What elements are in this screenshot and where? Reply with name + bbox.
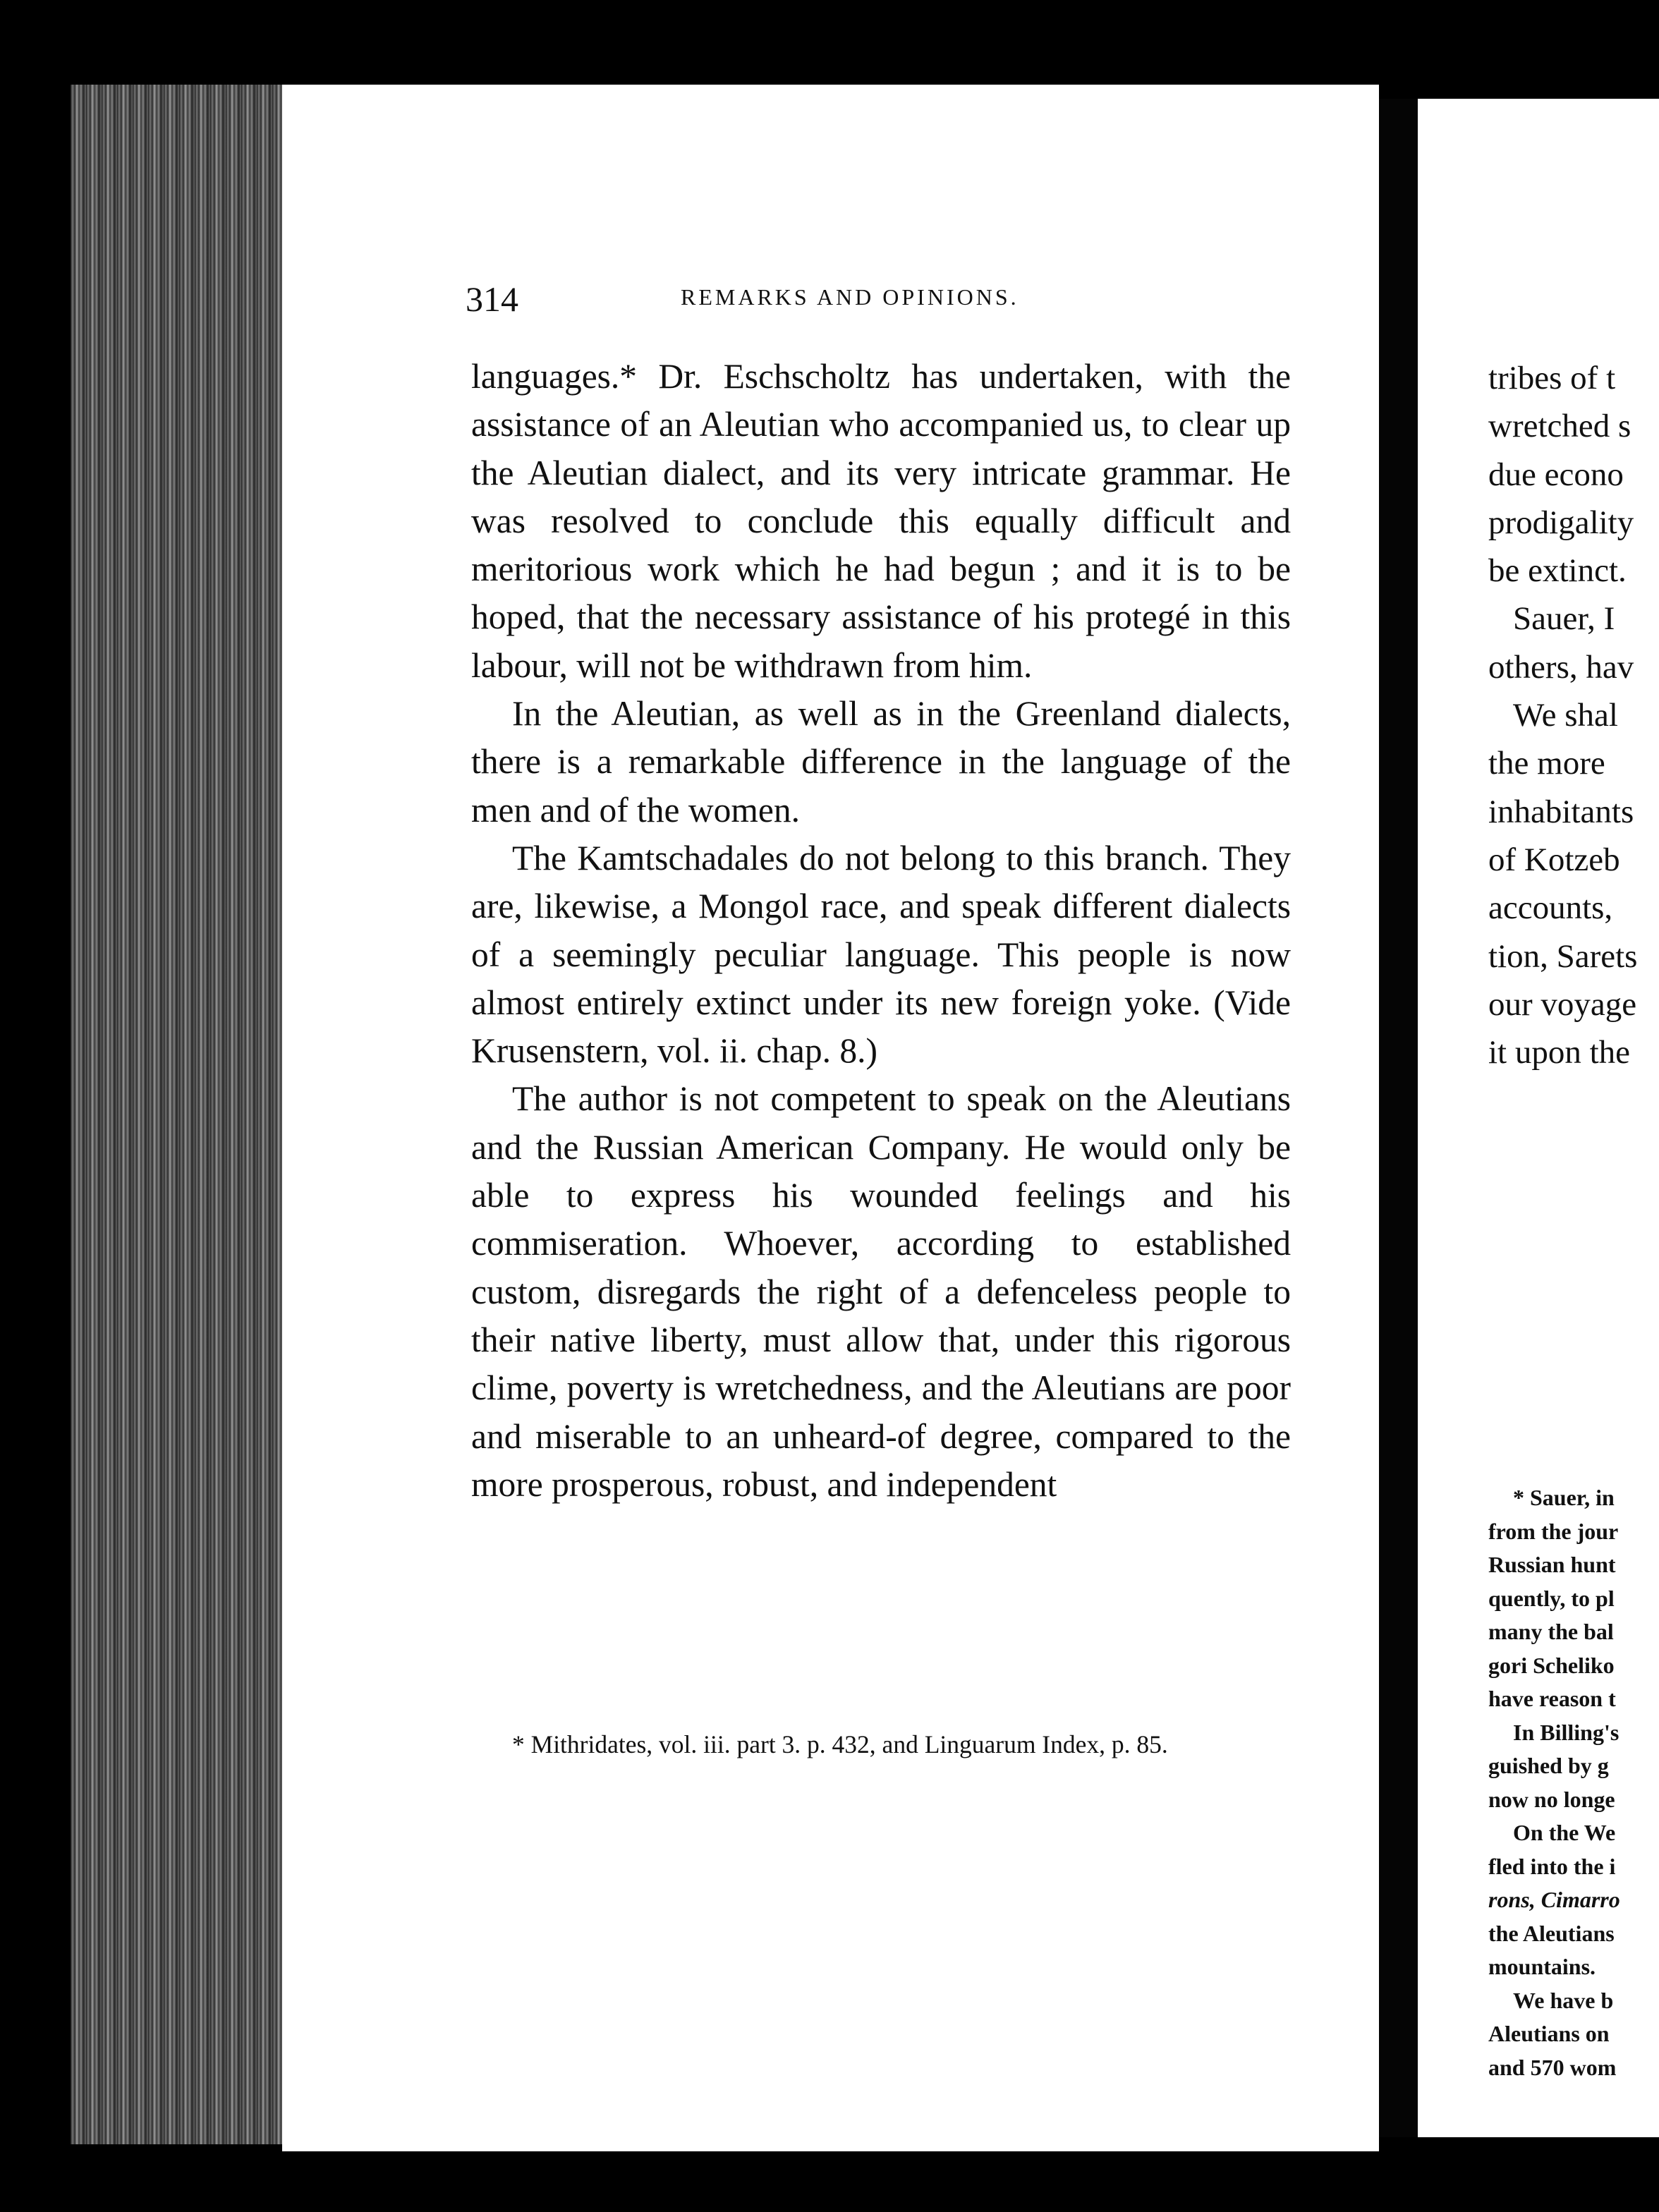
right-note-line: and 570 wom bbox=[1488, 2054, 1617, 2080]
right-body-line: tribes of t bbox=[1488, 360, 1616, 396]
right-body-line: prodigality bbox=[1488, 504, 1634, 541]
right-note-line: from the jour bbox=[1488, 1518, 1619, 1544]
right-body-line: inhabitants bbox=[1488, 793, 1634, 830]
right-body-line: accounts, bbox=[1488, 889, 1613, 927]
running-head-title: REMARKS AND OPINIONS. bbox=[681, 284, 1019, 310]
right-body-line: tion, Sarets bbox=[1488, 937, 1638, 975]
right-note-line: rons, Cimarro bbox=[1488, 1887, 1620, 1912]
right-note-line: mountains. bbox=[1488, 1954, 1596, 1979]
footnote: * Mithridates, vol. iii. part 3. p. 432, and Linguarum Index, p. 85. bbox=[512, 1730, 1168, 1758]
right-note-line: We have b bbox=[1513, 1987, 1614, 2013]
right-body-line: the more bbox=[1488, 745, 1605, 782]
right-note-line: now no longe bbox=[1488, 1786, 1615, 1812]
page-edges bbox=[71, 85, 289, 2144]
right-body-line: it upon the bbox=[1488, 1034, 1631, 1071]
paragraph-1: languages.* Dr. Eschscholtz has undertaken, with the assistance of an Aleutian who accompanied us, to clear up the Aleutian dialect, and its very intricate grammar. He was resolved to conclude this equally difficult and meritorious work which he had begun ; and it is to be hoped, that the necessary assistance of his protegé in this labour, will not be withdrawn from him. bbox=[471, 357, 1291, 685]
right-body-line: Sauer, I bbox=[1513, 600, 1615, 638]
right-note-line: In Billing's bbox=[1513, 1719, 1620, 1745]
right-note-line: On the We bbox=[1513, 1820, 1616, 1845]
right-body-line: others, hav bbox=[1488, 648, 1634, 686]
right-body-line: be extinct. bbox=[1488, 552, 1627, 590]
right-body-line: We shal bbox=[1513, 697, 1618, 734]
right-body-line: of Kotzeb bbox=[1488, 841, 1620, 878]
book-gutter bbox=[1379, 99, 1418, 2137]
right-note-line: the Aleutians bbox=[1488, 1920, 1615, 1946]
paragraph-3: The Kamtschadales do not belong to this branch. They are, likewise, a Mongol race, and speak different dialects of a seemingly peculiar language. This people is now almost entirely extinct under its new foreign yoke. (Vide Krusenstern, vol. ii. chap. 8.) bbox=[471, 838, 1291, 1071]
right-page-notes bbox=[1488, 1481, 1659, 2084]
right-page-body bbox=[1488, 354, 1659, 1076]
right-note-line: * Sauer, in bbox=[1513, 1485, 1615, 1510]
right-note-line: Aleutians on bbox=[1488, 2021, 1610, 2046]
right-note-line: Russian hunt bbox=[1488, 1552, 1616, 1577]
right-note-line: guished by g bbox=[1488, 1753, 1609, 1778]
paragraph-4: The author is not competent to speak on the Aleutians and the Russian American Company. He would only be able to express his wounded feelings and his commiseration. Whoever, according to established custom, disregards the right of a defenceless people to their native liberty, must allow that, under this rigorous clime, poverty is wretchedness, and the Aleutians are poor and miserable to an unheard-of degree, compared to the more prosperous, robust, and independent bbox=[471, 1079, 1291, 1504]
right-note-line: many the bal bbox=[1488, 1619, 1614, 1644]
right-body-line: due econo bbox=[1488, 456, 1624, 493]
right-note-line: fled into the i bbox=[1488, 1853, 1616, 1879]
running-head bbox=[466, 279, 1298, 321]
right-note-line: gori Scheliko bbox=[1488, 1652, 1615, 1678]
right-note-line: quently, to pl bbox=[1488, 1585, 1615, 1611]
right-note-line: have reason t bbox=[1488, 1686, 1616, 1711]
right-body-line: wretched s bbox=[1488, 408, 1631, 445]
page-number: 314 bbox=[466, 279, 518, 319]
right-body-line: our voyage bbox=[1488, 985, 1637, 1023]
right-page bbox=[1418, 99, 1659, 2137]
paragraph-2: In the Aleutian, as well as in the Greenland dialects, there is a remarkable difference in the language of the men and of the women. bbox=[471, 694, 1291, 830]
body-text bbox=[471, 353, 1291, 1509]
